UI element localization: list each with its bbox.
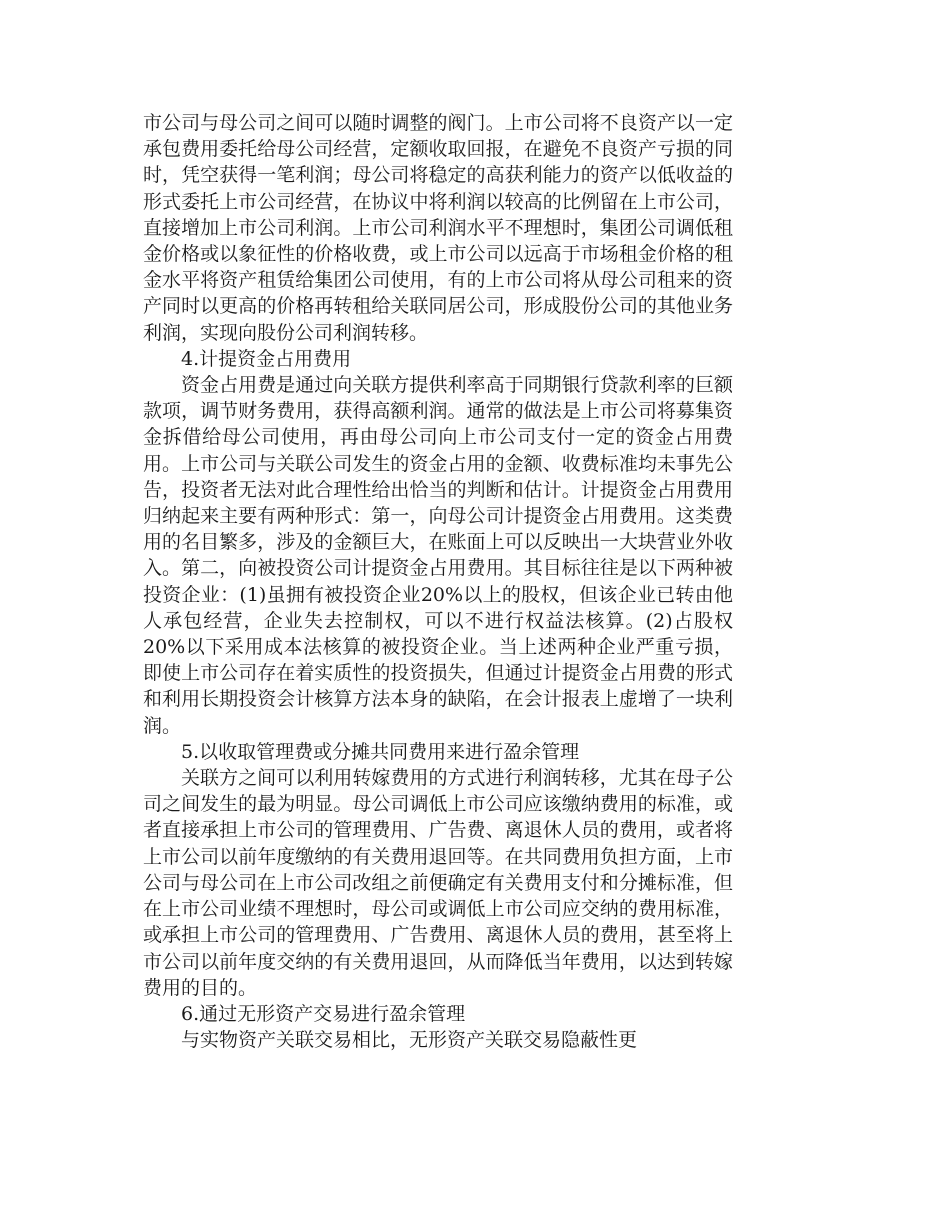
document-page	[143, 110, 733, 1053]
section-heading-5: 5.以收取管理费或分摊共同费用来进行盈余管理	[181, 740, 580, 763]
paragraph-management-fee: 关联方之间可以利用转嫁费用的方式进行利润转移，尤其在母子公司之间发生的最为明显。母公司调低上市公司应该缴纳费用的标准，或者直接承担上市公司的管理费用、广告费、离退休人员的费用，或者将上市公司以前年度缴纳的有关费用退回等。在共同费用负担方面，上市公司与母公司在上市公司改组之前便确定有关费用支付和分摊标准，但在上市公司业绩不理想时，母公司或调低上市公司应交纳的费用标准，或承担上市公司的管理费用、广告费用、离退休人员的费用，甚至将上市公司以前年度交纳的有关费用退回，从而降低当年费用，以达到转嫁费用的目的。	[143, 767, 733, 999]
section-heading-4: 4.计提资金占用费用	[181, 347, 352, 370]
paragraph-fund-occupation-fee: 资金占用费是通过向关联方提供利率高于同期银行贷款利率的巨额款项，调节财务费用，获得高额利润。通常的做法是上市公司将募集资金拆借给母公司使用，再由母公司向上市公司支付一定的资金占用费用。上市公司与关联公司发生的资金占用的金额、收费标准均未事先公告，投资者无法对此合理性给出恰当的判断和估计。计提资金占用费用归纳起来主要有两种形式：第一，向母公司计提资金占用费用。这类费用的名目繁多，涉及的金额巨大，在账面上可以反映出一大块营业外收入。第二，向被投资公司计提资金占用费用。其目标往往是以下两种被投资企业：(1)虽拥有被投资企业20%以上的股权，但该企业已转由他人承包经营，企业失去控制权，可以不进行权益法核算。(2)占股权20%以下采用成本法核算的被投资企业。当上述两种企业严重亏损，即使上市公司存在着实质性的投资损失，但通过计提资金占用费的形式和利用长期投资会计核算方法本身的缺陷，在会计报表上虚增了一块利润。	[143, 374, 733, 737]
paragraph-related-asset-leasing: 市公司与母公司之间可以随时调整的阀门。上市公司将不良资产以一定承包费用委托给母公司经营，定额收取回报，在避免不良资产亏损的同时，凭空获得一笔利润；母公司将稳定的高获利能力的资产以低收益的形式委托上市公司经营，在协议中将利润以较高的比例留在上市公司，直接增加上市公司利润。上市公司利润水平不理想时，集团公司调低租金价格或以象征性的价格收费，或上市公司以远高于市场租金价格的租金水平将资产租赁给集团公司使用，有的上市公司将从母公司租来的资产同时以更高的价格再转租给关联同居公司，形成股份公司的其他业务利润，实现向股份公司利润转移。	[143, 112, 733, 344]
section-heading-6: 6.通过无形资产交易进行盈余管理	[181, 1002, 466, 1025]
paragraph-intangible-asset: 与实物资产关联交易相比，无形资产关联交易隐蔽性更	[181, 1029, 638, 1052]
